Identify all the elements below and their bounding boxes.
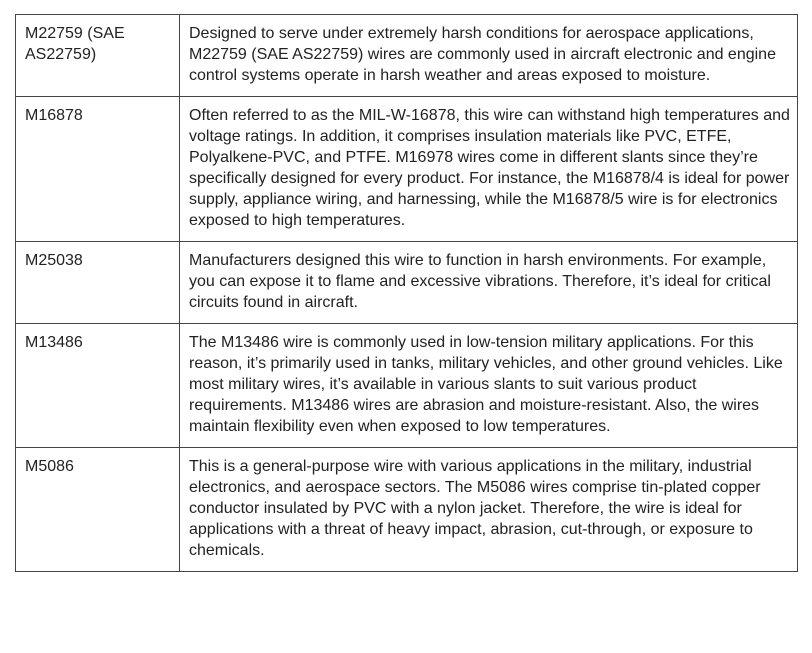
table-row [16,242,798,324]
wire-description-cell: This is a general-purpose wire with various applications in the military, industrial electronics, and aerospace sectors. The M5086 wires comprise tin-plated copper conductor insulated by PVC with a nylon jacket. Therefore, the wire is ideal for applications with a threat of heavy impact, abrasion, cut-through, or exposure to chemicals. [180,448,798,572]
table-row [16,97,798,242]
wire-description-cell: The M13486 wire is commonly used in low-tension military applications. For this reason, it’s primarily used in tanks, military vehicles, and other ground vehicles. Like most military wires, it’s available in various slants to suit various product requirements. M13486 wires are abrasion and moisture-resistant. Also, the wires maintain flexibility even when exposed to low temperatures. [180,324,798,448]
table-row [16,448,798,572]
wire-description-cell: Manufacturers designed this wire to function in harsh environments. For example, you can expose it to flame and excessive vibrations. Therefore, it’s ideal for critical circuits found in aircraft. [180,242,798,324]
wire-types-table [15,14,798,572]
wire-description-cell: Designed to serve under extremely harsh conditions for aerospace applications, M22759 (SAE AS22759) wires are commonly used in aircraft electronic and engine control systems operate in harsh weather and areas exposed to moisture. [180,15,798,97]
wire-description-cell: Often referred to as the MIL-W-16878, this wire can withstand high temperatures and voltage ratings. In addition, it comprises insulation materials like PVC, ETFE, Polyalkene-PVC, and PTFE. M16978 wires come in different slants since they’re specifically designed for every product. For instance, the M16878/4 is ideal for power supply, appliance wiring, and harnessing, while the M16878/5 wire is for electronics exposed to high temperatures. [180,97,798,242]
wire-name-cell: M22759 (SAE AS22759) [16,15,180,97]
table-row [16,324,798,448]
wire-name-cell: M16878 [16,97,180,242]
table-row [16,15,798,97]
wire-name-cell: M25038 [16,242,180,324]
wire-name-cell: M5086 [16,448,180,572]
wire-name-cell: M13486 [16,324,180,448]
